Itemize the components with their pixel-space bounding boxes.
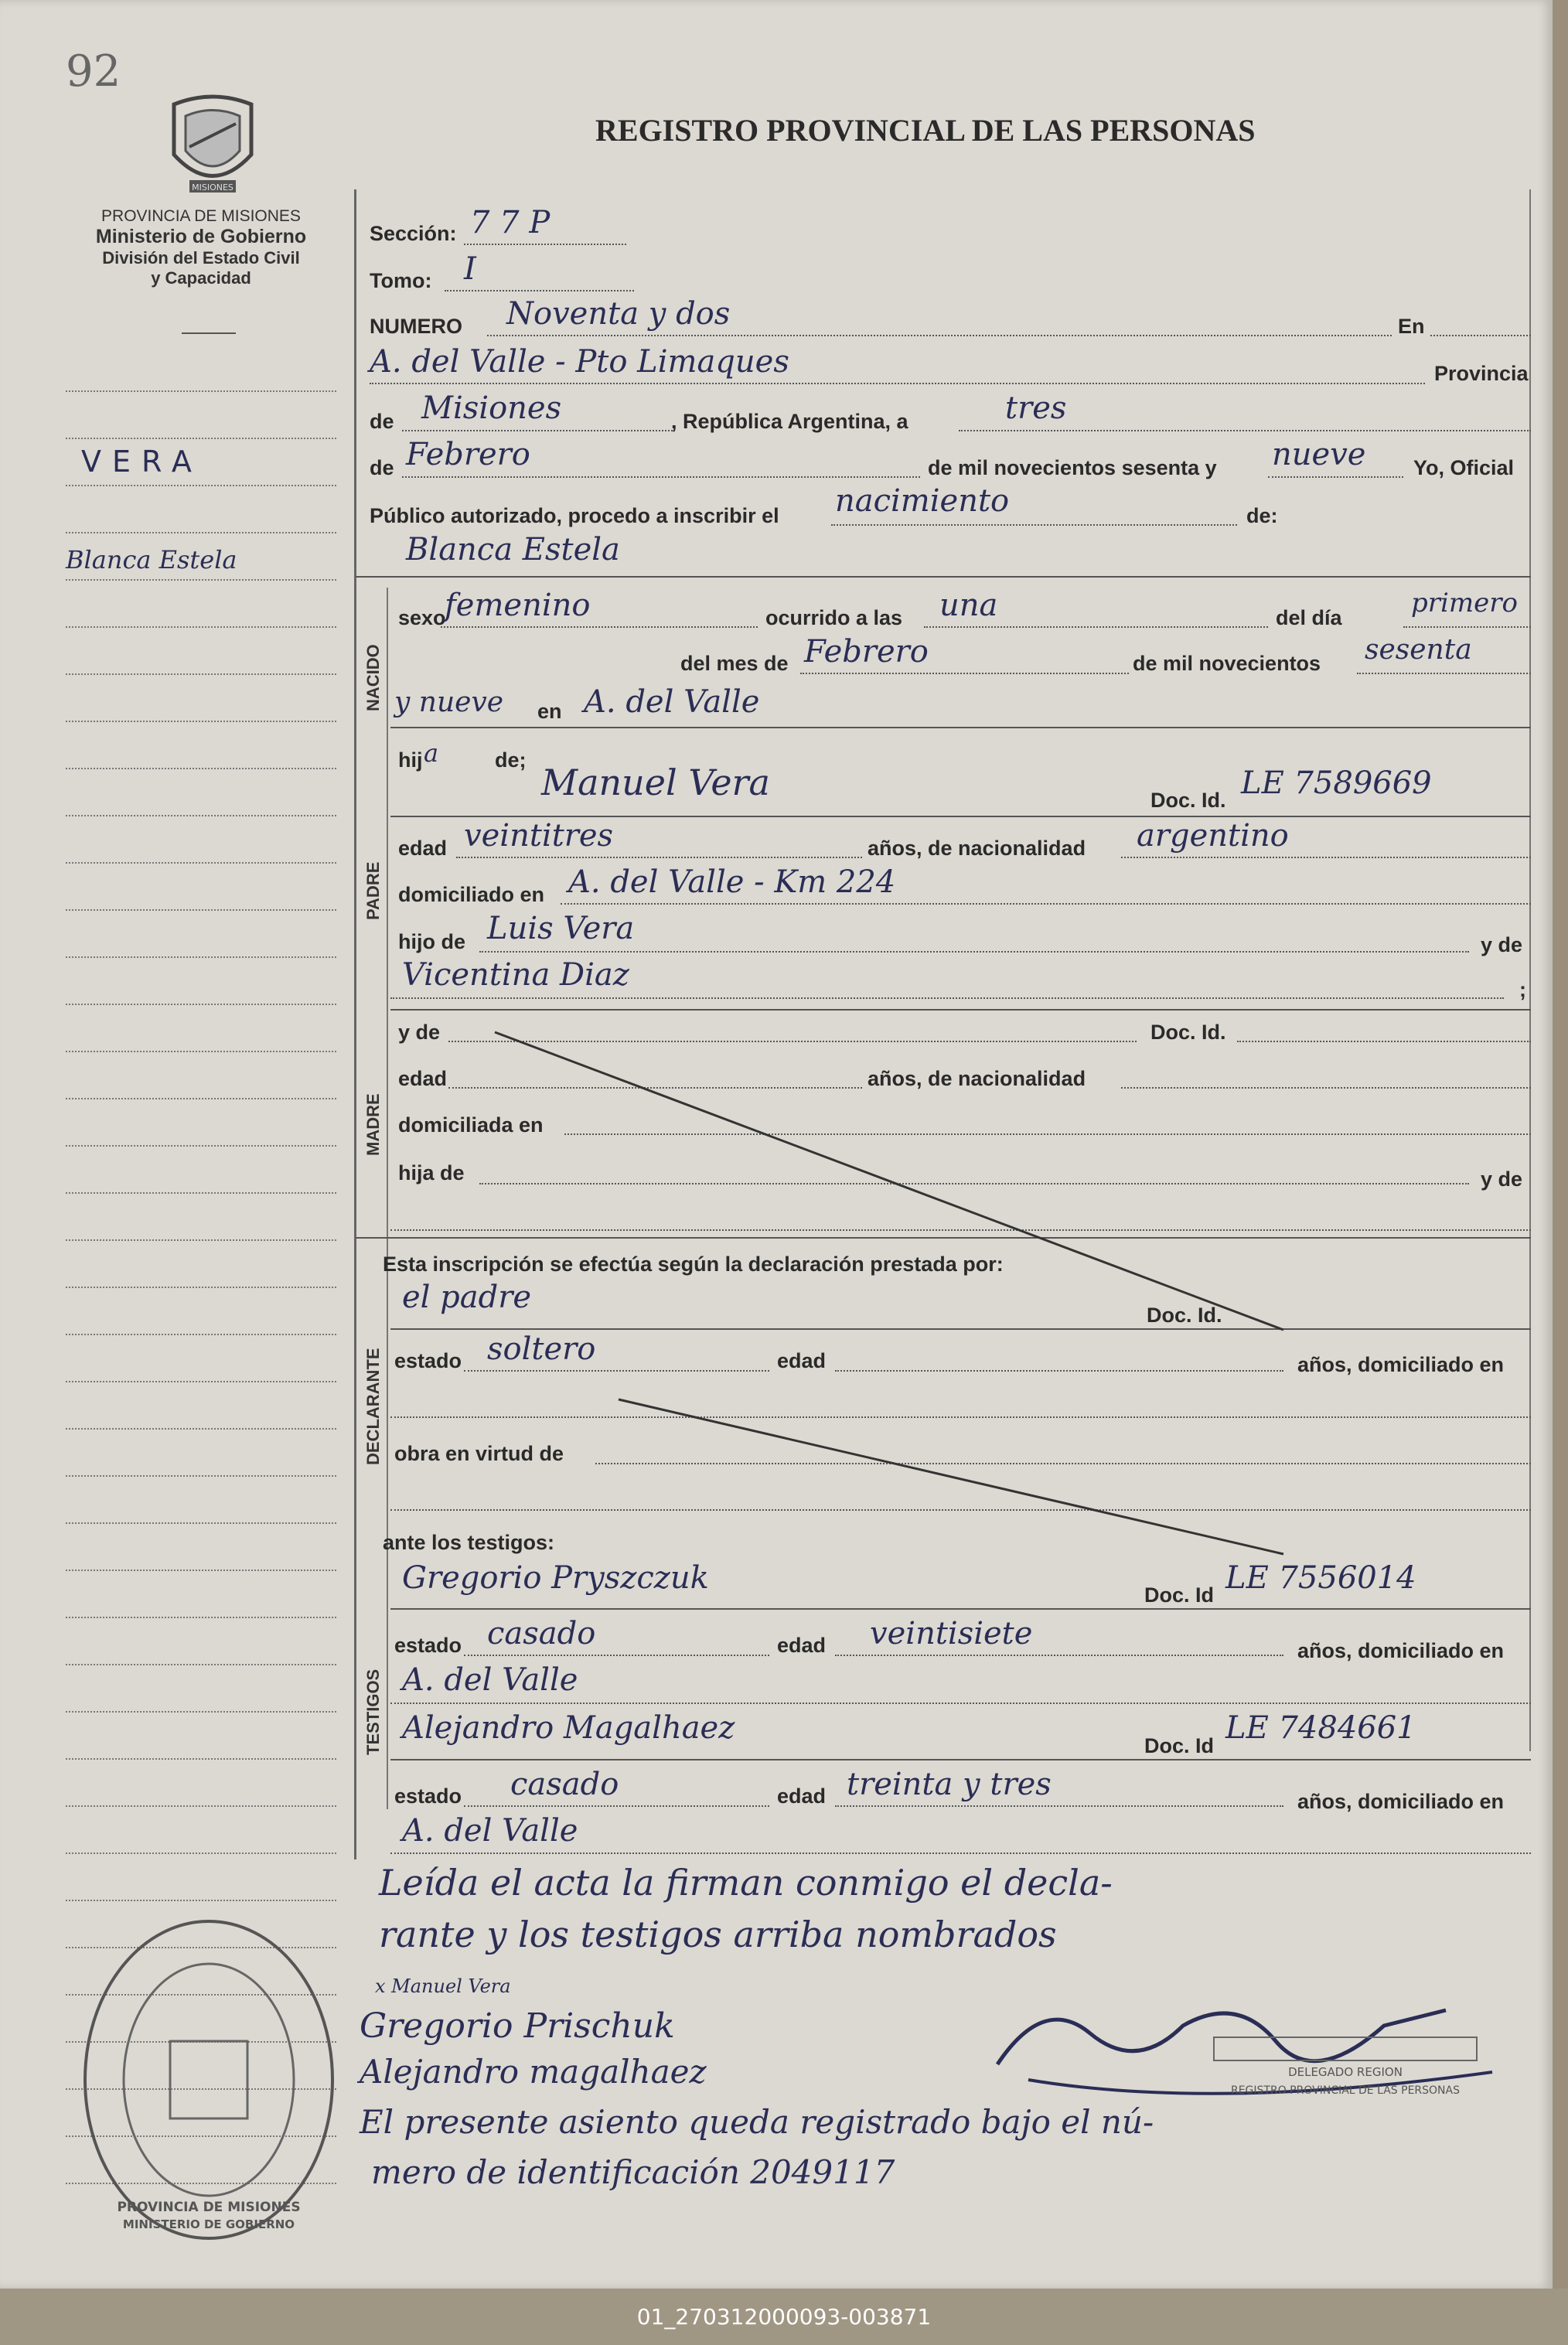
- padre-nac-label: años, de nacionalidad: [868, 837, 1086, 860]
- label-padre: PADRE: [363, 861, 383, 920]
- hora-value: una: [939, 588, 998, 623]
- hijo-label: hij: [398, 748, 423, 772]
- madre-yde3-label: y de: [1481, 1167, 1523, 1191]
- ante-testigos-label: ante los testigos:: [383, 1531, 555, 1554]
- dia-value: primero: [1411, 588, 1518, 619]
- madre-hija-label: hija de: [398, 1161, 465, 1184]
- padre-doc-value: LE 7589669: [1241, 765, 1432, 801]
- margin-given-names: Blanca Estela: [66, 545, 237, 574]
- label-nacido: NACIDO: [363, 644, 383, 711]
- mes-acta-value: Febrero: [406, 437, 530, 472]
- testigo1-edad-value: veintisiete: [870, 1616, 1033, 1651]
- testigo1-edad-label: edad: [777, 1634, 827, 1657]
- seal-text: MISIONES: [192, 182, 233, 193]
- tomo-label: Tomo:: [370, 269, 432, 292]
- testigo2-dom-value: A. del Valle: [402, 1813, 578, 1849]
- testigo1-doc-label: Doc. Id: [1144, 1583, 1215, 1607]
- testigo2-doc-value: LE 7484661: [1225, 1710, 1416, 1746]
- en2-label: en: [537, 700, 562, 723]
- padre-nac-value: argentino: [1137, 818, 1289, 854]
- del-mes-label: del mes de: [680, 652, 789, 675]
- testigo1-value: Gregorio Pryszczuk: [402, 1560, 709, 1596]
- nota-line-2: mero de identificación 2049117: [371, 2153, 895, 2191]
- abuela-value: Vicentina Diaz: [402, 957, 629, 993]
- official-stamp-line-1: DELEGADO REGION: [1288, 2065, 1403, 2079]
- de2-label: de: [370, 456, 394, 479]
- testigo2-estado-value: casado: [510, 1767, 619, 1802]
- madre-doc-label: Doc. Id.: [1150, 1021, 1226, 1044]
- decl-estado-label: estado: [394, 1349, 462, 1372]
- en-label: En: [1398, 315, 1425, 338]
- testigo2-value: Alejandro Magalhaez: [402, 1710, 735, 1746]
- madre-nac-label: años, de nacionalidad: [868, 1067, 1086, 1090]
- testigo1-dom-label: años, domiciliado en: [1297, 1639, 1505, 1662]
- yo-oficial-label: Yo, Oficial: [1413, 456, 1515, 479]
- de-label: de: [370, 410, 394, 433]
- padre-hijo-label: hijo de: [398, 930, 465, 953]
- republica-label: , República Argentina, a: [671, 410, 908, 433]
- y-de-label: y de: [1481, 933, 1523, 956]
- ano-acta-value: nueve: [1272, 437, 1366, 472]
- round-stamp-text-1: PROVINCIA DE MISIONES: [117, 2200, 301, 2215]
- firma-declarante: x Manuel Vera: [375, 1975, 511, 1997]
- official-signature-icon: [982, 1964, 1508, 2118]
- page-title: REGISTRO PROVINCIAL DE LAS PERSONAS: [595, 113, 1256, 148]
- de-semicolon-label: de;: [495, 748, 527, 772]
- round-stamp-icon: [77, 1910, 340, 2250]
- footer-id: 01_270312000093-003871: [0, 2289, 1568, 2345]
- testigo1-doc-value: LE 7556014: [1225, 1560, 1416, 1596]
- declarante-value: el padre: [402, 1280, 532, 1315]
- numero-label: NUMERO: [370, 315, 462, 338]
- page-number: 92: [66, 46, 121, 97]
- testigo2-edad-label: edad: [777, 1784, 827, 1808]
- de-colon-label: de:: [1246, 504, 1278, 527]
- publico-label: Público autorizado, procedo a inscribir el: [370, 504, 779, 527]
- testigo2-doc-label: Doc. Id: [1144, 1734, 1215, 1757]
- inscripcion-label: Esta inscripción se efectúa según la declaración prestada por:: [383, 1253, 1004, 1276]
- semicolon-label: ;: [1519, 978, 1526, 1001]
- margin-surname: VERA: [81, 445, 203, 479]
- testigo1-dom-value: A. del Valle: [402, 1662, 578, 1698]
- padre-edad-label: edad: [398, 837, 448, 860]
- label-testigos: TESTIGOS: [363, 1668, 383, 1755]
- seccion-label: Sección:: [370, 222, 457, 245]
- firma-testigo2: Alejandro magalhaez: [360, 2053, 707, 2091]
- official-stamp-line-2: REGISTRO PROVINCIAL DE LAS PERSONAS: [1230, 2084, 1461, 2097]
- testigo2-estado-label: estado: [394, 1784, 462, 1808]
- mes-value: Febrero: [804, 634, 929, 670]
- seccion-value: 7 7 P: [470, 205, 551, 240]
- provincia-label: Provincia: [1434, 362, 1529, 385]
- madre-dom-label: domiciliada en: [398, 1113, 544, 1137]
- testigo2-dom-label: años, domiciliado en: [1297, 1790, 1505, 1813]
- obra-label: obra en virtud de: [394, 1442, 564, 1465]
- tomo-value: I: [464, 251, 476, 287]
- ocurrido-label: ocurrido a las: [765, 606, 903, 629]
- padre-doc-label: Doc. Id.: [1150, 789, 1226, 812]
- padre-dom-value: A. del Valle - Km 224: [568, 864, 896, 900]
- ano-value: sesenta: [1365, 634, 1472, 666]
- mil-sesenta-label: de mil novecientos sesenta y: [928, 456, 1217, 479]
- lugar-value: A. del Valle: [584, 684, 760, 720]
- decl-estado-value: soltero: [487, 1331, 596, 1367]
- localidad-value: A. del Valle - Pto Limaques: [370, 344, 789, 380]
- firma-testigo1: Gregorio Prischuk: [360, 2006, 675, 2046]
- testigo1-estado-label: estado: [394, 1634, 462, 1657]
- decl-doc-label: Doc. Id.: [1147, 1304, 1222, 1327]
- org-line-3: División del Estado Civil: [102, 248, 300, 268]
- cierre-line-1: Leída el acta la firman conmigo el decla-: [379, 1862, 1113, 1904]
- dia-acta-value: tres: [1005, 390, 1067, 426]
- decl-edad-label: edad: [777, 1349, 827, 1372]
- org-line-2: Ministerio de Gobierno: [95, 226, 307, 247]
- abuelo-value: Luis Vera: [487, 911, 635, 946]
- mil-novecientos-label: de mil novecientos: [1133, 652, 1321, 675]
- hijo-suffix: a: [424, 738, 439, 768]
- ano2-value: y nueve: [394, 687, 504, 718]
- sexo-label: sexo: [398, 606, 446, 629]
- acto-value: nacimiento: [835, 483, 1010, 519]
- madre-edad-label: edad: [398, 1067, 448, 1090]
- padre-edad-value: veintitres: [464, 818, 614, 854]
- padre-dom-label: domiciliado en: [398, 883, 545, 906]
- madre-yde-label: y de: [398, 1021, 441, 1044]
- round-stamp-text-2: MINISTERIO DE GOBIERNO: [122, 2217, 295, 2231]
- numero-value: Noventa y dos: [506, 296, 731, 332]
- testigo2-edad-value: treinta y tres: [847, 1767, 1052, 1802]
- provincia-value: Misiones: [421, 390, 562, 426]
- nota-line-1: El presente asiento queda registrado bajo el nú-: [360, 2103, 1154, 2141]
- del-dia-label: del día: [1276, 606, 1342, 629]
- org-line-1: PROVINCIA DE MISIONES: [101, 207, 301, 225]
- testigo1-estado-value: casado: [487, 1616, 596, 1651]
- org-line-4: y Capacidad: [151, 268, 251, 288]
- nombre-value: Blanca Estela: [406, 532, 620, 568]
- sexo-value: femenino: [445, 588, 591, 623]
- label-declarante: DECLARANTE: [363, 1348, 383, 1465]
- padre-value: Manuel Vera: [541, 762, 770, 803]
- cierre-line-2: rante y los testigos arriba nombrados: [379, 1914, 1057, 1955]
- decl-dom-label: años, domiciliado en: [1297, 1353, 1505, 1376]
- label-madre: MADRE: [363, 1093, 383, 1156]
